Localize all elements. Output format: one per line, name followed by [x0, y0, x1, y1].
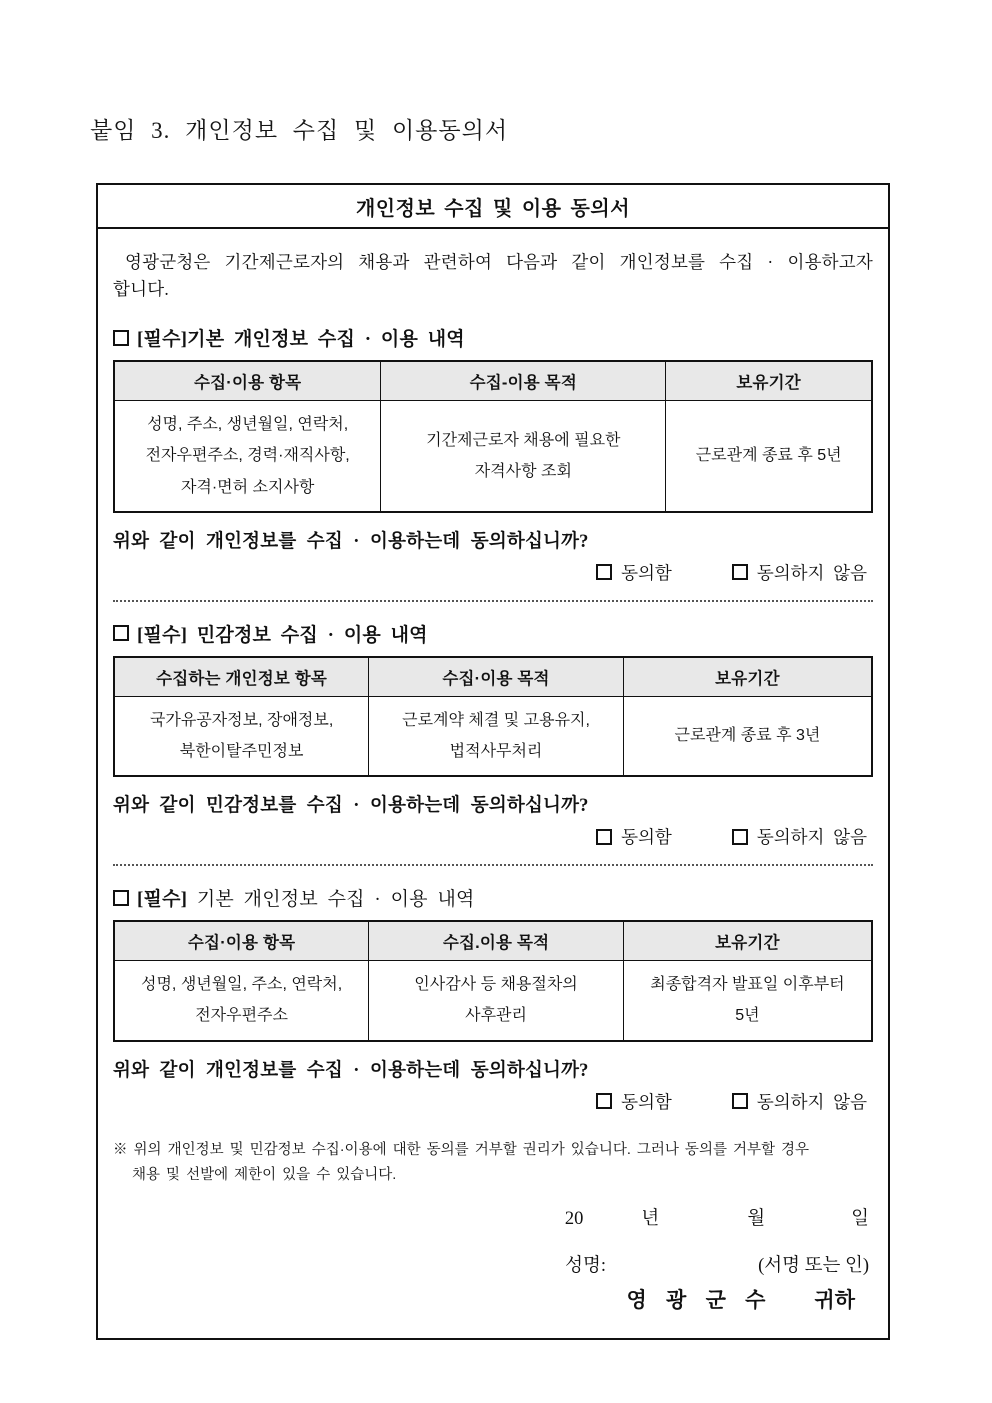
table-3-col-retention: 보유기간 — [623, 921, 872, 961]
month-label: 월 — [747, 1209, 766, 1230]
year-label: 년 — [641, 1209, 660, 1230]
table-1-col-purpose: 수집-이용 목적 — [381, 361, 666, 401]
disagree-label: 동의하지 않음 — [756, 1091, 867, 1112]
checkbox-icon — [113, 330, 129, 346]
table-3-cell-purpose — [369, 961, 624, 1041]
cell-line: 최종합격자 발표일 이후부터 — [650, 976, 845, 994]
signature-line — [113, 1249, 873, 1277]
refusal-notice-line2: 채용 및 선발에 제한이 있을 수 있습니다. — [132, 1166, 397, 1183]
section-2-question: 위와 같이 민감정보를 수집 · 이용하는데 동의하십니까? — [113, 796, 589, 817]
consent-form-box — [96, 183, 890, 1340]
section-1-question: 위와 같이 개인정보를 수집 · 이용하는데 동의하십니까? — [113, 531, 589, 552]
table-3-cell-items — [114, 961, 369, 1041]
table-2-col-retention: 보유기간 — [623, 657, 872, 697]
cell-line: 근로관계 종료 후 5년 — [695, 447, 842, 465]
personal-info-table-1 — [113, 360, 873, 513]
cell-line: 5년 — [735, 1007, 760, 1025]
table-2-col-items: 수집하는 개인정보 항목 — [114, 657, 369, 697]
table-2-cell-items — [114, 696, 369, 776]
section-3-options — [113, 1089, 873, 1114]
cell-line: 인사감사 등 채용절차의 — [414, 976, 578, 994]
refusal-notice — [113, 1138, 873, 1189]
recipient-suffix: 귀하 — [814, 1288, 855, 1313]
checkbox-icon — [113, 625, 129, 641]
section-3-heading-text: [필수] — [137, 889, 188, 911]
agree-option — [596, 1089, 672, 1114]
disagree-option — [732, 560, 867, 585]
table-3-cell-retention — [623, 961, 872, 1041]
table-row — [114, 401, 872, 512]
sensitive-info-table — [113, 656, 873, 777]
intro-paragraph: 영광군청은 기간제근로자의 채용과 관련하여 다음과 같이 개인정보를 수집 · 이용하고자 합니다. — [113, 252, 873, 300]
checkbox-icon — [113, 890, 129, 906]
dotted-divider — [113, 600, 873, 602]
date-line — [113, 1204, 873, 1230]
table-2-col-purpose: 수집·이용 목적 — [369, 657, 624, 697]
table-1-col-retention: 보유기간 — [666, 361, 872, 401]
table-2-cell-retention — [623, 696, 872, 776]
cell-line: 북한이탈주민정보 — [179, 743, 304, 760]
table-1-cell-items — [114, 401, 381, 512]
name-fill-area[interactable] — [606, 1249, 758, 1271]
section-1-heading-text: [필수]기본 개인정보 수집 · 이용 내역 — [137, 329, 465, 351]
section-2-options — [113, 824, 873, 849]
sign-hint: (서명 또는 인) — [758, 1256, 869, 1277]
agree-checkbox[interactable] — [596, 564, 612, 580]
cell-line: 근로관계 종료 후 3년 — [674, 727, 821, 745]
agree-checkbox[interactable] — [596, 829, 612, 845]
cell-line: 전자우편주소, 경력·재직사항, — [145, 447, 350, 465]
page-title: 붙임 3. 개인정보 수집 및 이용동의서 — [90, 118, 509, 143]
agree-option — [596, 824, 672, 849]
agree-option — [596, 560, 672, 585]
cell-line: 자격·면허 소지사항 — [180, 478, 315, 496]
cell-line: 국가유공자정보, 장애정보, — [149, 711, 334, 729]
cell-line: 사후관리 — [465, 1007, 527, 1025]
disagree-checkbox[interactable] — [732, 564, 748, 580]
section-3-heading — [113, 884, 873, 911]
dotted-divider — [113, 864, 873, 866]
cell-line: 근로계약 체결 및 고용유지, — [402, 711, 590, 729]
table-row — [114, 696, 872, 776]
table-1-col-items: 수집·이용 항목 — [114, 361, 381, 401]
section-3-heading-rest: 기본 개인정보 수집 · 이용 내역 — [187, 889, 475, 911]
name-label: 성명: — [565, 1256, 607, 1277]
cell-line: 성명, 생년월일, 주소, 연락처, — [141, 976, 343, 994]
disagree-label: 동의하지 않음 — [756, 562, 867, 583]
disagree-option — [732, 824, 867, 849]
disagree-checkbox[interactable] — [732, 829, 748, 845]
section-2-heading-text: [필수] 민감정보 수집 · 이용 내역 — [137, 624, 428, 646]
form-title: 개인정보 수집 및 이용 동의서 — [98, 185, 888, 229]
recipient-line — [113, 1284, 873, 1314]
year-prefix: 20 — [564, 1209, 584, 1230]
day-label: 일 — [851, 1209, 869, 1230]
table-3-col-items: 수집·이용 항목 — [114, 921, 369, 961]
cell-line: 전자우편주소 — [195, 1007, 288, 1025]
cell-line: 기간제근로자 채용에 필요한 — [426, 431, 621, 449]
cell-line: 성명, 주소, 생년월일, 연락처, — [147, 416, 349, 434]
disagree-label: 동의하지 않음 — [756, 827, 867, 848]
table-row — [114, 961, 872, 1041]
agree-label: 동의함 — [621, 1091, 672, 1112]
personal-info-table-2 — [113, 920, 873, 1041]
agree-checkbox[interactable] — [596, 1093, 612, 1109]
agree-label: 동의함 — [621, 562, 672, 583]
section-3-question: 위와 같이 개인정보를 수집 · 이용하는데 동의하십니까? — [113, 1060, 589, 1081]
disagree-checkbox[interactable] — [732, 1093, 748, 1109]
table-2-cell-purpose — [369, 696, 624, 776]
table-3-col-purpose: 수집.이용 목적 — [369, 921, 624, 961]
disagree-option — [732, 1089, 867, 1114]
section-1-heading — [113, 324, 873, 351]
table-1-cell-retention — [666, 401, 872, 512]
refusal-notice-line1: ※ 위의 개인정보 및 민감정보 수집·이용에 대한 동의를 거부할 권리가 있습니다. 그러나 동의를 거부할 경우 — [113, 1141, 810, 1158]
section-2-heading — [113, 620, 873, 647]
agree-label: 동의함 — [621, 827, 672, 848]
section-1-options — [113, 560, 873, 585]
recipient-name: 영 광 군 수 — [626, 1288, 773, 1313]
cell-line: 자격사항 조회 — [474, 463, 572, 481]
table-1-cell-purpose — [381, 401, 666, 512]
cell-line: 법적사무처리 — [449, 743, 543, 760]
